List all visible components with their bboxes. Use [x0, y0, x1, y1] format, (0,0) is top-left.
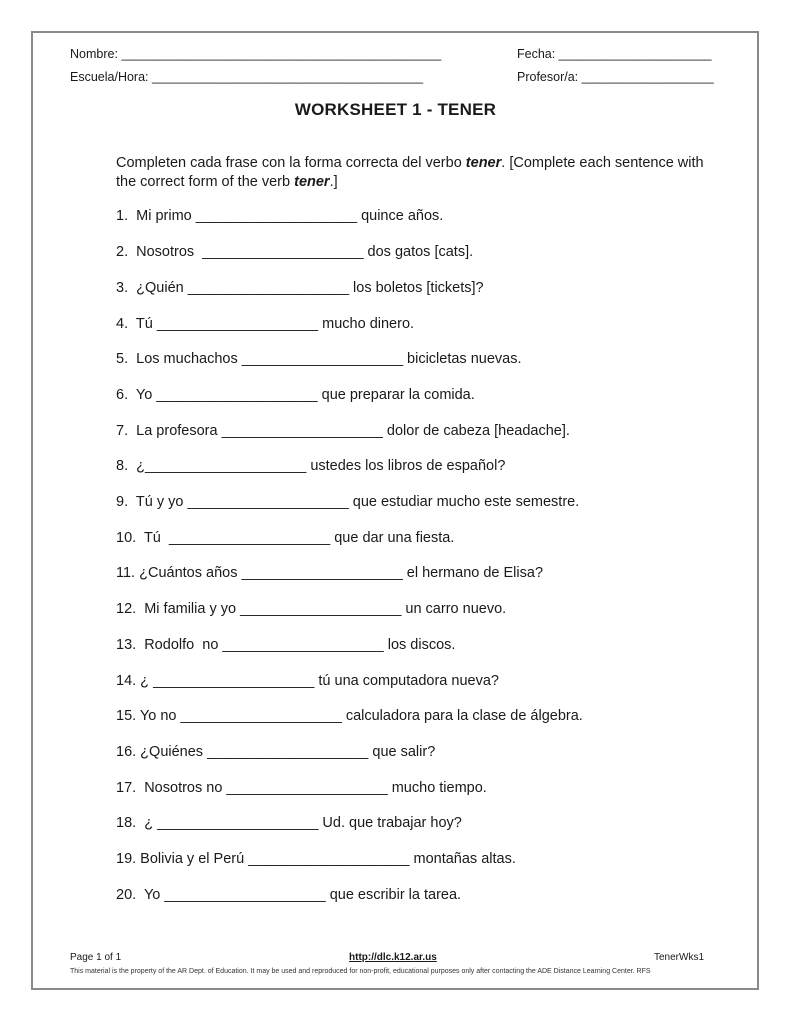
exercise-item: 15. Yo no ____________________ calculadora para la clase de álgebra.: [116, 708, 583, 724]
exercise-item: 1. Mi primo ____________________ quince años.: [116, 208, 444, 224]
exercise-item: 20. Yo ____________________ que escribir la tarea.: [116, 887, 462, 903]
exercise-item: 7. La profesora ____________________ dolor de cabeza [headache].: [116, 423, 570, 439]
exercise-item: 2. Nosotros ____________________ dos gatos [cats].: [116, 244, 474, 260]
exercise-item: 11. ¿Cuántos años ____________________ el hermano de Elisa?: [116, 565, 544, 581]
instructions-text-2: . [Complete each sentence with the correct form of the verb: [116, 155, 704, 190]
instructions-text-1: Completen cada frase con la forma correcta del verbo: [116, 155, 466, 171]
exercise-item: 14. ¿ ____________________ tú una computadora nueva?: [116, 673, 499, 689]
exercise-item: 16. ¿Quiénes ____________________ que salir?: [116, 744, 436, 760]
exercise-item: 17. Nosotros no ____________________ mucho tiempo.: [116, 780, 487, 796]
exercise-item: 12. Mi familia y yo ____________________ un carro nuevo.: [116, 601, 507, 617]
instructions: [116, 154, 726, 192]
exercise-item: 6. Yo ____________________ que preparar la comida.: [116, 387, 475, 403]
copyright-notice: This material is the property of the AR Dept. of Education. It may be used and reproduced for non-profit, educational purposes only after contacting the ADE Distance Learning Center. RFS: [70, 968, 651, 975]
page-number: Page 1 of 1: [70, 952, 122, 963]
exercise-item: 4. Tú ____________________ mucho dinero.: [116, 316, 415, 332]
instructions-verb-2: tener: [294, 174, 330, 190]
exercise-item: 10. Tú ____________________ que dar una fiesta.: [116, 530, 455, 546]
worksheet-title: WORKSHEET 1 - TENER: [294, 100, 497, 119]
instructions-verb-1: tener: [465, 155, 502, 171]
nombre-line: Nombre: ______________________________________________: [70, 47, 442, 61]
exercise-item: 19. Bolivia y el Perú ____________________ montañas altas.: [116, 851, 516, 867]
footer-link[interactable]: http://dlc.k12.ar.us: [349, 952, 437, 963]
exercise-item: 5. Los muchachos ____________________ bicicletas nuevas.: [116, 351, 522, 367]
profesor-line: Profesor/a: ___________________: [517, 70, 714, 84]
exercise-item: 3. ¿Quién ____________________ los boletos [tickets]?: [116, 280, 484, 296]
exercise-item: 9. Tú y yo ____________________ que estudiar mucho este semestre.: [116, 494, 580, 510]
fecha-line: Fecha: ______________________: [517, 47, 712, 61]
document-code: TenerWks1: [654, 952, 705, 963]
exercise-item: 8. ¿____________________ ustedes los libros de español?: [116, 458, 506, 474]
exercise-item: 13. Rodolfo no ____________________ los discos.: [116, 637, 456, 653]
exercise-item: 18. ¿ ____________________ Ud. que trabajar hoy?: [116, 815, 462, 831]
escuela-hora-line: Escuela/Hora: _______________________________________: [70, 70, 424, 84]
instructions-text-3: .]: [329, 174, 338, 190]
